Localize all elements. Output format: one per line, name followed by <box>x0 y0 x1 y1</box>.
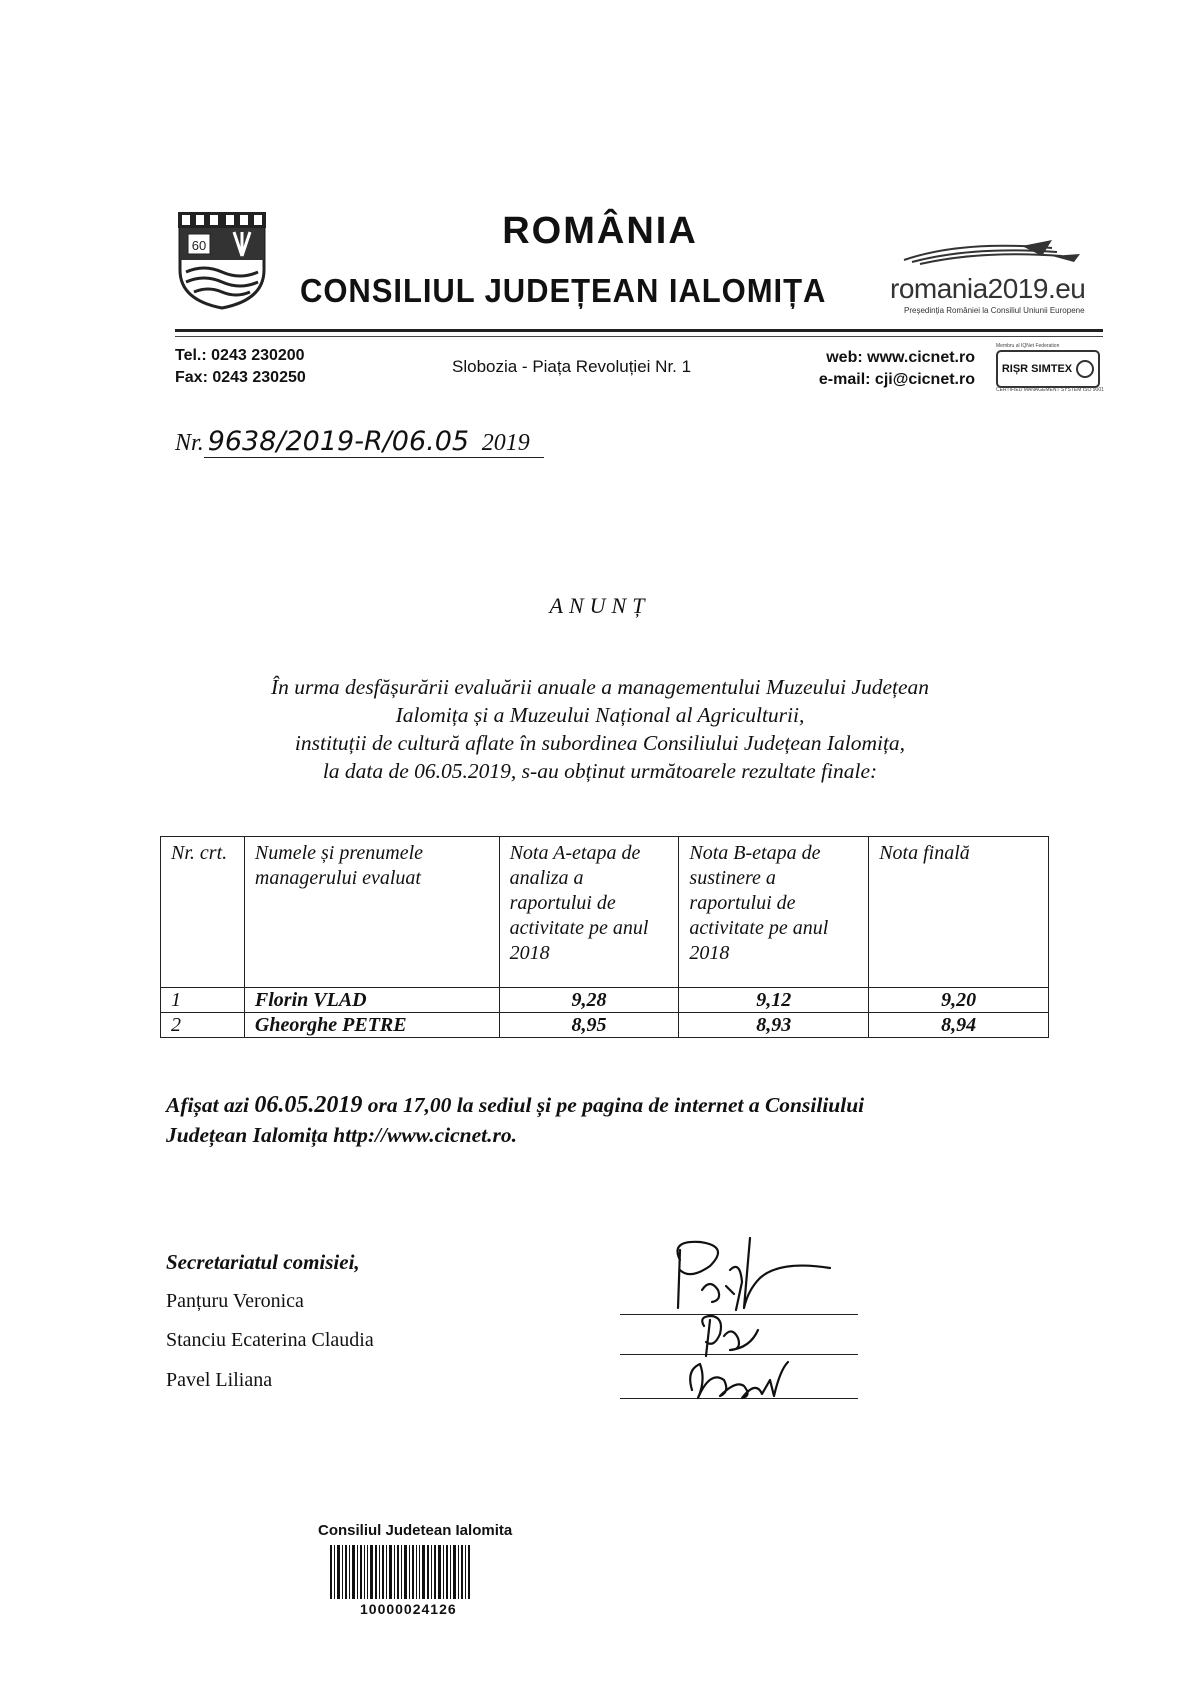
intro-line: Ialomița și a Muzeului Național al Agriculturii, <box>395 703 805 727</box>
table-cell: 9,28 <box>499 988 679 1013</box>
fax-text: Fax: 0243 230250 <box>175 369 306 386</box>
registration-handwritten: 9638/2019-R/06.05 <box>204 426 482 458</box>
signatures-heading: Secretariatul comisiei, <box>166 1250 360 1274</box>
intro-line: În urma desfășurării evaluării anuale a managementului Muzeului Județean <box>270 675 930 699</box>
posted-line-1 <box>166 1090 1046 1120</box>
email-text: e-mail: cji@cicnet.ro <box>818 371 975 388</box>
table-cell: 8,93 <box>679 1013 869 1038</box>
tel-text: Tel.: 0243 230200 <box>175 347 305 364</box>
cert-top-text: Membru al IQNet Federation <box>996 343 1060 349</box>
handwritten-signatures <box>640 1230 880 1440</box>
posted-line-2: Județean Ialomița http://www.cicnet.ro. <box>166 1123 517 1147</box>
signatory-name: Stanciu Ecaterina Claudia <box>166 1329 374 1351</box>
certification-badge <box>996 350 1100 388</box>
signatory-name: Pavel Liliana <box>166 1369 273 1391</box>
header-cell: Nota B-etapa de sustinere a raportului de activitate pe anul 2018 <box>679 837 869 988</box>
posted-notice <box>166 1090 1046 1150</box>
registration-number <box>175 426 544 458</box>
header-cell: Numele și prenumele managerului evaluat <box>244 837 499 988</box>
header-rule-thin <box>175 336 1103 337</box>
table-header-row <box>161 837 1049 988</box>
posted-date: 06.05.2019 <box>254 1092 363 1118</box>
cert-seal-icon <box>1076 360 1094 378</box>
barcode-number: 10000024126 <box>360 1601 457 1617</box>
svg-text:60: 60 <box>191 238 207 253</box>
table-cell: 2 <box>161 1013 245 1038</box>
table-cell: 8,94 <box>869 1013 1049 1038</box>
registration-prefix: Nr. <box>175 430 204 456</box>
presidency-logo-text: romania2019.eu <box>890 273 1086 304</box>
presidency-swoosh-icon <box>902 238 1082 268</box>
header-cell: Nota finală <box>869 837 1049 988</box>
cert-bottom-text: CERTIFIED MANAGEMENT SYSTEM ISO 9001 <box>996 387 1104 393</box>
address-text: Slobozia - Piața Revoluției Nr. 1 <box>452 357 692 376</box>
cert-text: RIȘR SIMTEX <box>1001 363 1073 375</box>
intro-line: instituții de cultură aflate în subordinea Consiliului Județean Ialomița, <box>294 731 906 755</box>
web-text: web: www.cicnet.ro <box>826 349 975 366</box>
table-cell: 9,12 <box>679 988 869 1013</box>
table-cell: 8,95 <box>499 1013 679 1038</box>
country-title: ROMÂNIA <box>502 210 698 252</box>
signatory-name: Panțuru Veronica <box>166 1290 304 1312</box>
notice-intro <box>140 673 1060 785</box>
intro-line: la data de 06.05.2019, s-au obținut următoarele rezultate finale: <box>322 759 878 783</box>
council-title: CONSILIUL JUDEȚEAN IALOMIȚA <box>300 272 827 309</box>
table-row <box>161 1013 1049 1038</box>
table-cell: 1 <box>161 988 245 1013</box>
barcode-icon <box>330 1545 470 1599</box>
header-cell: Nota A-etapa de analiza a raportului de activitate pe anul 2018 <box>499 837 679 988</box>
registration-year: 2019 <box>482 430 544 458</box>
table-cell: Gheorghe PETRE <box>244 1013 499 1038</box>
contact-web <box>790 347 975 391</box>
posted-after: ora 17,00 la sediul și pe pagina de internet a Consiliului <box>367 1093 865 1117</box>
table-row <box>161 988 1049 1013</box>
header-cell: Nr. crt. <box>161 837 245 988</box>
notice-title: ANUNȚ <box>549 593 651 618</box>
table-cell: 9,20 <box>869 988 1049 1013</box>
results-table <box>160 836 1049 1038</box>
posted-before: Afișat azi <box>166 1093 250 1117</box>
barcode-label: Consiliul Judetean Ialomita <box>318 1522 513 1539</box>
contact-phone <box>175 345 306 389</box>
table-cell: Florin VLAD <box>244 988 499 1013</box>
presidency-logo-subtitle: Președinția României la Consiliul Uniunii Europene <box>904 306 1085 315</box>
header-rule <box>175 329 1103 332</box>
